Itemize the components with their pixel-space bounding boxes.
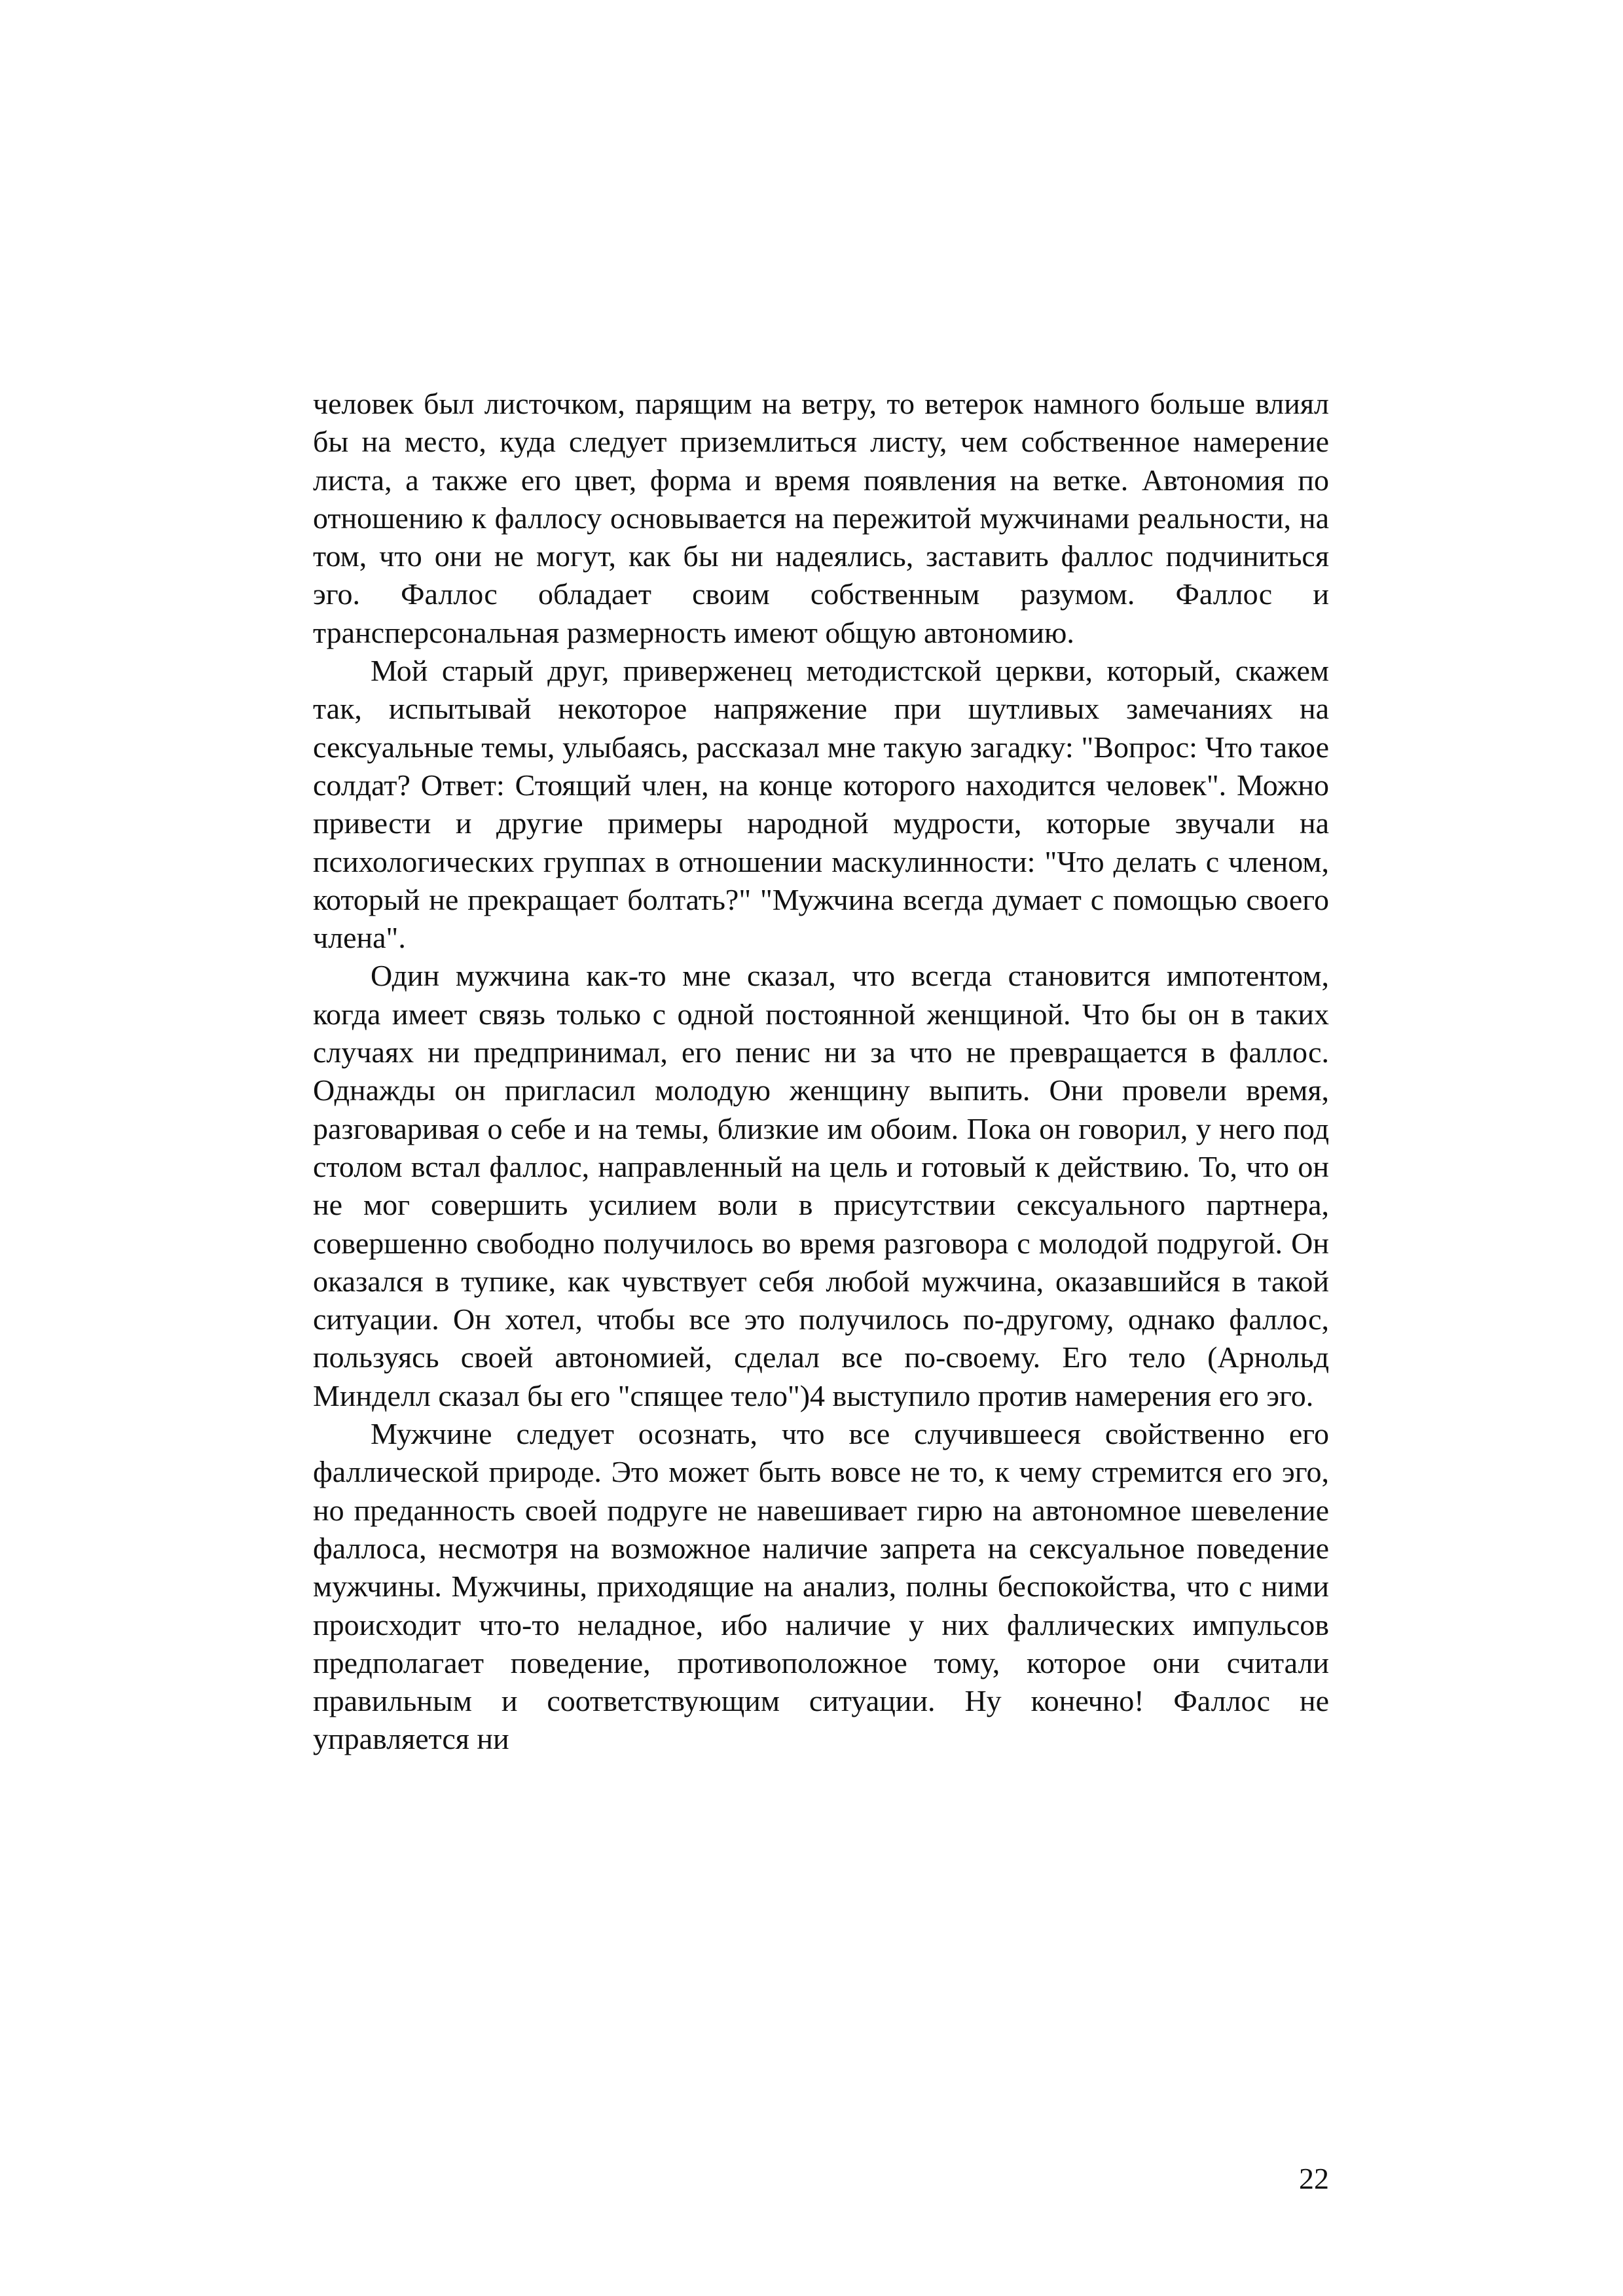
paragraph-1: человек был листочком, парящим на ветру, то ветерок намного больше влиял бы на место, куда следует приземлиться листу, чем собственное намерение листа, а также его цвет, форма и время появления на ветке. Автономия по отношению к фаллосу основывается на пережитой мужчинами реальности, на том, что они не могут, как бы ни надеялись, заставить фаллос подчиниться эго. Фаллос обладает своим собственным разумом. Фаллос и трансперсональная размерность имеют общую автономию. [313,387,1329,649]
page-number: 22 [1299,2162,1329,2195]
paragraph-4: Мужчине следует осознать, что все случившееся свойственно его фаллической природе. Это может быть вовсе не то, к чему стремится его эго, но преданность своей подруге не навешивает гирю на автономное шевеление фаллоса, несмотря на возможное наличие запрета на сексуальное поведение мужчины. Мужчины, приходящие на анализ, полны беспокойства, что с ними происходит что-то неладное, ибо наличие у них фаллических импульсов предполагает поведение, противоположное тому, которое они считали правильным и соответствующим ситуации. Ну конечно! Фаллос не управляется ни [313,1417,1329,1756]
paragraph-2: Мой старый друг, приверженец методистской церкви, который, скажем так, испытывай некоторое напряжение при шутливых замечаниях на сексуальные темы, улыбаясь, рассказал мне такую загадку: "Вопрос: Что такое солдат? Ответ: Стоящий член, на конце которого находится человек". Можно привести и другие примеры народной мудрости, которые звучали на психологических группах в отношении маскулинности: "Что делать с членом, который не прекращает болтать?" "Мужчина всегда думает с помощью своего члена". [313,654,1329,955]
paragraph-3: Один мужчина как-то мне сказал, что всегда становится импотентом, когда имеет связь только с одной постоянной женщиной. Что бы он в таких случаях ни предпринимал, его пенис ни за что не превращается в фаллос. Однажды он пригласил молодую женщину выпить. Они провели время, разговаривая о себе и на темы, близкие им обоим. Пока он говорил, у него под столом встал фаллос, направленный на цель и готовый к действию. То, что он не мог совершить усилием воли в присутствии сексуального партнера, совершенно свободно получилось во время разговора с молодой подругой. Он оказался в тупике, как чувствует себя любой мужчина, оказавшийся в такой ситуации. Он хотел, чтобы все это получилось по-другому, однако фаллос, пользуясь своей автономией, сделал все по-своему. Его тело (Арнольд Минделл сказал бы его "спящее тело")4 выступило против намерения его эго. [313,959,1329,1412]
body-text [313,385,1329,1759]
